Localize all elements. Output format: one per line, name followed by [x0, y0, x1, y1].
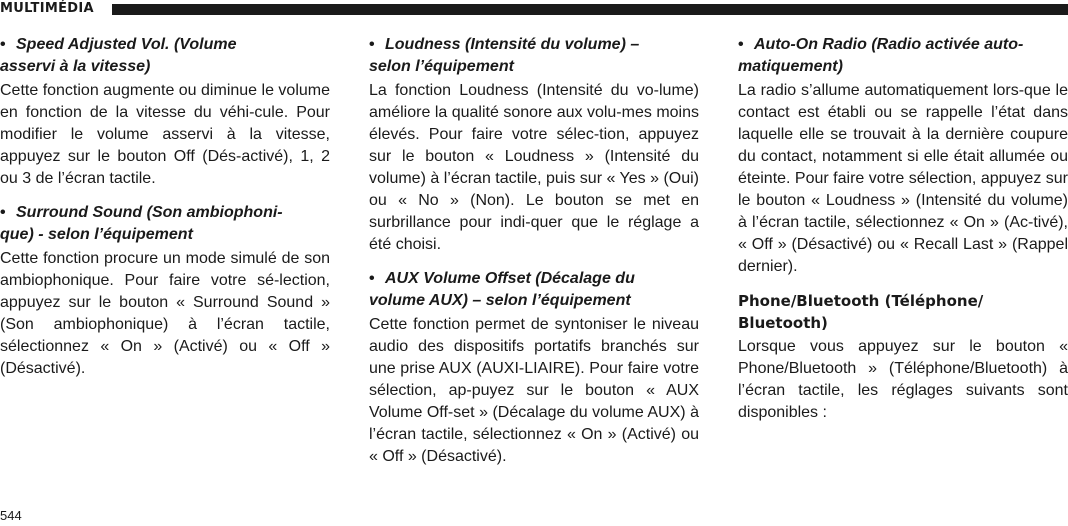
heading-line-1: Auto-On Radio (Radio activée auto-: [754, 36, 1024, 53]
column-1: [0, 34, 330, 392]
section-body: Cette fonction permet de syntoniser le niveau audio des dispositifs portatifs branchés sur une prise AUX (AUXI-LIAIRE). Pour faire votre sélection, ap-puyez sur le bouton « AUX Volume Off-set » (Décalage du volume AUX) à l’écran tactile, sélectionnez « On » (Activé) ou « Off » (Désactivé).: [369, 316, 699, 465]
section-heading: [738, 34, 1068, 78]
section-speed-adjusted-volume: [0, 34, 330, 190]
section-title: MULTIMÉDIA: [0, 1, 94, 16]
heading-line-1: Loudness (Intensité du volume) –: [385, 36, 640, 53]
section-body: La fonction Loudness (Intensité du vo-lume) améliore la qualité sonore aux volu-mes moins élevés. Pour faire votre sélec-tion, appuyez sur le bouton « Loudness » (Intensité du volume) à l’écran tactile, puis sur « Yes » (Oui) ou « No » (Non). Le bouton se met en surbrillance pour indi-quer que le réglage a été choisi.: [369, 82, 699, 253]
heading-line-2: asservi à la vitesse): [0, 58, 151, 75]
heading-line-1: AUX Volume Offset (Décalage du: [385, 270, 635, 287]
heading-line-2: que) - selon l’équipement: [0, 226, 193, 243]
column-2: [369, 34, 699, 480]
bullet-icon: •: [0, 36, 6, 53]
page-number: 544: [0, 508, 22, 523]
heading-line-2: volume AUX) – selon l’équipement: [369, 292, 631, 309]
heading-line-1: Speed Adjusted Vol. (Volume: [16, 36, 237, 53]
section-heading: [369, 268, 699, 312]
header-rule: [112, 4, 1068, 15]
heading-line-2: matiquement): [738, 58, 843, 75]
heading-line-2: selon l’équipement: [369, 58, 514, 75]
section-heading: [0, 34, 330, 78]
bullet-icon: •: [369, 270, 375, 287]
heading-line-1: Phone/Bluetooth (Téléphone/: [738, 292, 984, 310]
section-body: Lorsque vous appuyez sur le bouton « Phone/Bluetooth » (Téléphone/Bluetooth) à l’écran tactile, les réglages suivants sont disponibles :: [738, 338, 1068, 421]
section-aux-volume-offset: [369, 268, 699, 468]
bullet-icon: •: [738, 36, 744, 53]
section-body: La radio s’allume automatiquement lors-que le contact est établi ou se rappelle l’état dans laquelle elle se trouvait à la dernière coupure du contact, notamment si elle était allumée ou éteinte. Pour faire votre sélection, appuyez sur le bouton « Loudness » (Intensité du volume) à l’écran tactile, sélectionnez « On » (Ac-tivé), « Off » (Désactivé) ou « Recall Last » (Rappel dernier).: [738, 82, 1068, 275]
heading-line-2: Bluetooth): [738, 314, 828, 332]
heading-line-1: Surround Sound (Son ambiophoni-: [16, 204, 283, 221]
section-body: Cette fonction procure un mode simulé de son ambiophonique. Pour faire votre sé-lection, appuyez sur le bouton « Surround Sound » (Son ambiophonique) à l’écran tactile, sélectionnez « On » (Activé) ou « Off » (Désactivé).: [0, 250, 330, 377]
section-loudness: [369, 34, 699, 256]
bullet-icon: •: [0, 204, 6, 221]
section-body: Cette fonction augmente ou diminue le volume en fonction de la vitesse du véhi-cule. Pour modifier le volume asservi à la vitesse, appuyez sur le bouton Off (Dés-activé), 1, 2 ou 3 de l’écran tactile.: [0, 82, 330, 187]
section-surround-sound: [0, 202, 330, 380]
section-auto-on-radio: [738, 34, 1068, 278]
section-phone-bluetooth: [738, 290, 1068, 424]
section-heading: [369, 34, 699, 78]
section-heading: [738, 290, 1068, 334]
column-3: [738, 34, 1068, 436]
bullet-icon: •: [369, 36, 375, 53]
section-heading: [0, 202, 330, 246]
page-header: [0, 0, 1068, 20]
